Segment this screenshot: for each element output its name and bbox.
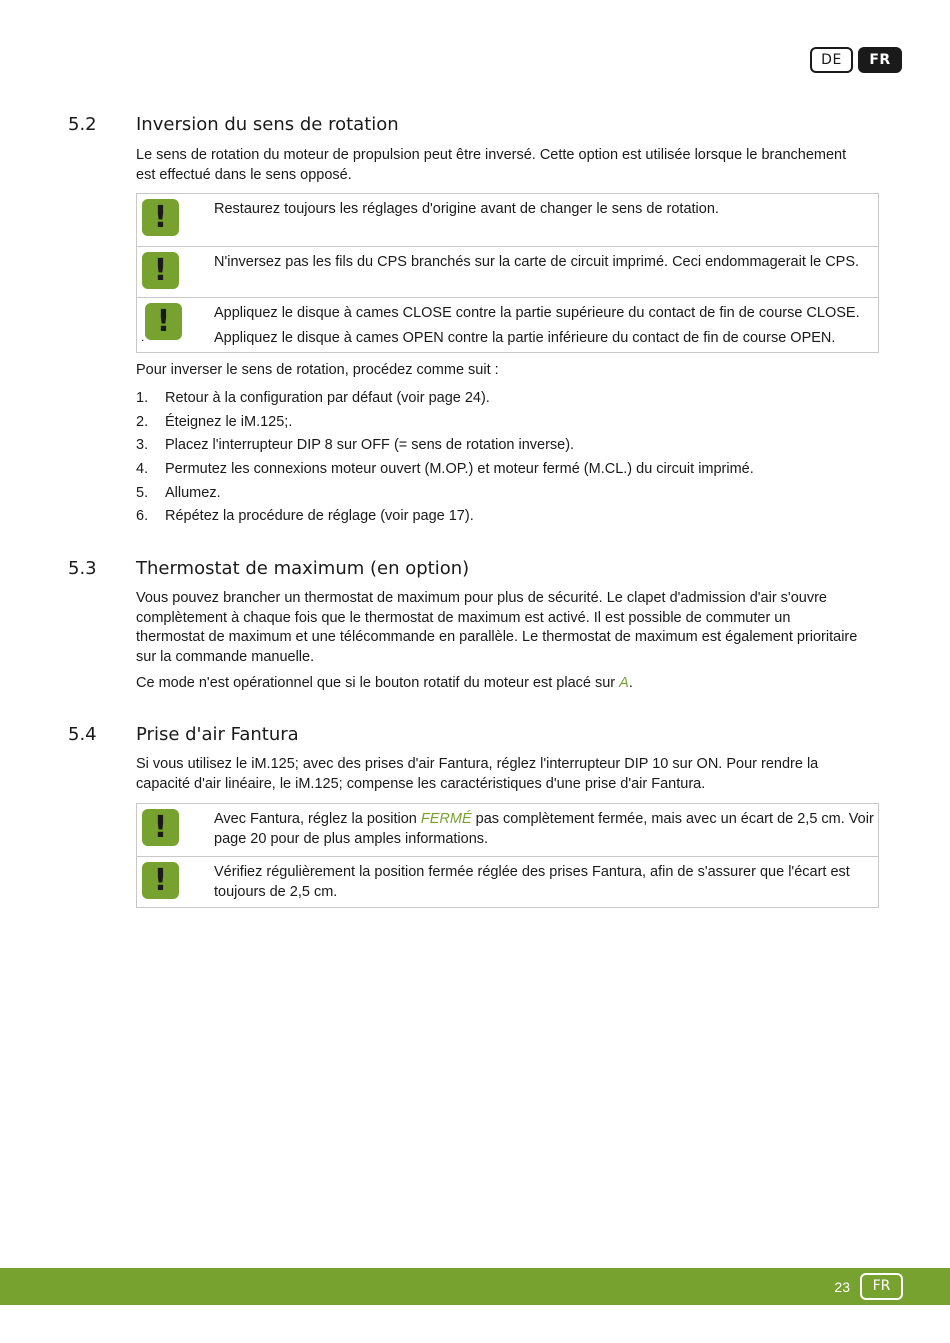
- section-5-3-mode-note: [136, 674, 866, 694]
- step-text: Allumez.: [165, 484, 221, 501]
- warning-exclamation-icon: !: [142, 199, 179, 236]
- fantura-text-end: pas complètement fermée, mais avec un écart de 2,5 cm. Voir page 20 pour de plus amples informations.: [214, 811, 874, 847]
- section-5-3-title: Thermostat de maximum (en option): [136, 558, 470, 579]
- warning-line: Appliquez le disque à cames OPEN contre la partie inférieure du contact de fin de course OPEN.: [214, 329, 836, 346]
- warning-text: [214, 810, 874, 854]
- step-number: 6.: [136, 508, 149, 525]
- section-5-3-paragraph: Vous pouvez brancher un thermostat de maximum pour plus de sécurité. Le clapet d'admission d'air s'ouvre complètement à chaque fois que le thermostat de maximum est activé. Il est possible de commuter un thermostat de maximum et une télécommande en parallèle. Le thermostat de maximum est également prioritaire sur la commande manuelle.: [136, 590, 858, 665]
- footer-lang-badge: FR: [860, 1273, 903, 1300]
- warning-table-5-4: [136, 803, 879, 908]
- warning-exclamation-icon: !: [142, 809, 179, 846]
- step-number: 5.: [136, 484, 149, 501]
- section-5-4-intro: Si vous utilisez le iM.125; avec des prises d'air Fantura, réglez l'interrupteur DIP 10 sur ON. Pour rendre la capacité d'air linéaire, le iM.125; compense les caractéristiques d'une prise d'air Fantura.: [136, 756, 819, 792]
- step-number: 4.: [136, 461, 149, 478]
- warning-row: [137, 194, 878, 246]
- warning-text: [214, 253, 874, 278]
- warning-text: [214, 200, 874, 225]
- warning-row: [137, 297, 878, 352]
- warning-row: [137, 246, 878, 297]
- warning-line: Appliquez le disque à cames CLOSE contre la partie supérieure du contact de fin de course CLOSE.: [214, 305, 860, 321]
- step-text: Permutez les connexions moteur ouvert (M.OP.) et moteur fermé (M.CL.) du circuit imprimé.: [165, 461, 754, 478]
- warning-line: N'inversez pas les fils du CPS branchés sur la carte de circuit imprimé. Ceci endommagerait le CPS.: [214, 254, 860, 270]
- section-5-3-number: 5.3: [68, 558, 97, 579]
- footer-bar: [0, 1268, 950, 1305]
- step-number: 3.: [136, 437, 149, 454]
- lang-de-button[interactable]: DE: [810, 47, 853, 73]
- warning-row: [137, 804, 878, 856]
- warning-line: Restaurez toujours les réglages d'origine avant de changer le sens de rotation.: [214, 201, 719, 217]
- step-text: Répétez la procédure de réglage (voir page 17).: [165, 508, 474, 525]
- lang-fr-button[interactable]: FR: [858, 47, 902, 73]
- step-text: Placez l'interrupteur DIP 8 sur OFF (= sens de rotation inverse).: [165, 437, 575, 454]
- mode-note-text: Ce mode n'est opérationnel que si le bouton rotatif du moteur est placé sur: [136, 675, 620, 691]
- section-5-2-number: 5.2: [68, 114, 97, 135]
- warning-text: [214, 304, 874, 353]
- warning-exclamation-icon: !: [142, 862, 179, 899]
- step-text: Éteignez le iM.125;.: [165, 413, 293, 430]
- fantura-text: Avec Fantura, réglez la position: [214, 811, 421, 827]
- stray-mark: .: [141, 330, 145, 344]
- procedure-intro: Pour inverser le sens de rotation, procédez comme suit :: [136, 362, 499, 378]
- warning-exclamation-icon: !: [145, 303, 182, 340]
- warning-line: Vérifiez régulièrement la position fermée réglée des prises Fantura, afin de s'assurer que l'écart est toujours de 2,5 cm.: [214, 864, 850, 900]
- mode-a-label: A: [619, 675, 629, 691]
- section-5-2-title: Inversion du sens de rotation: [136, 114, 399, 135]
- section-5-4-title: Prise d'air Fantura: [136, 724, 299, 745]
- step-number: 2.: [136, 413, 149, 430]
- ferme-label: FERMÉ: [420, 811, 472, 827]
- warning-text: [214, 863, 874, 907]
- mode-note-end: .: [628, 675, 633, 691]
- warning-exclamation-icon: !: [142, 252, 179, 289]
- step-number: 1.: [136, 390, 149, 406]
- warning-line: [214, 810, 874, 849]
- warning-row: [137, 856, 878, 907]
- section-5-2-intro: Le sens de rotation du moteur de propulsion peut être inversé. Cette option est utilisée lorsque le branchement est effectué dans le sens opposé.: [136, 147, 847, 183]
- section-5-4-number: 5.4: [68, 724, 97, 745]
- warning-table-5-2: [136, 193, 879, 353]
- step-text: Retour à la configuration par défaut (voir page 24).: [165, 390, 490, 406]
- page-number: 23: [834, 1279, 850, 1295]
